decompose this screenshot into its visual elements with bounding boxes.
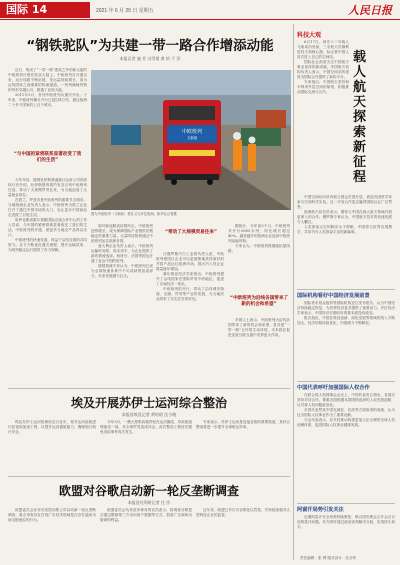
main-headline: “钢铁驼队”为共建一带一路合作增添动能 — [26, 38, 274, 54]
sidebar-headline: 载人航天探索新征程 — [353, 50, 367, 185]
article-2-byline: 本报驻埃及记者 黄培昭 沈小晓 — [121, 412, 177, 417]
article-3-headline: 欧盟对谷歌启动新一轮反垄断调查 — [58, 484, 239, 498]
box-1-headline: 国际机构看好中国经济发展前景 — [297, 293, 370, 299]
sidebar-tag: 科技大观 — [297, 32, 322, 39]
photo-caption: 图为中欧班列（义新欧）将在义乌开往欧洲。新华社记者摄 — [91, 212, 177, 216]
article-2-col-2: 今年3月，一艘大型集装箱货轮在运河搁浅，导致航道堵塞近一周，对全球贸易造成冲击。此次整治工程旨在避免类似事件再次发生。 — [100, 420, 192, 434]
main-text-col-2: 面对新冠肺炎疫情冲击，中欧班列逆势增长，成为保障国际产业链供应链稳定的重要力量。大量防疫物资通过中欧班列运往欧洲各国。 意大利企业负责人表示，中欧班列运输时间短、成本适中，为企业提供了新的物流选择。西班牙、法国等国也开通了直达中国的班列。 德国物流专家认为，中欧班列已成为全球物流体系中不可或缺的组成部分，未来发展潜力巨大。 — [91, 224, 153, 278]
article-2-headline: 埃及开展苏伊士运河综合整治 — [70, 396, 227, 410]
article-3-col-3: 近年来，欧盟已多次对谷歌处以罚款，并持续加强对大型科技企业的监管。 — [196, 508, 290, 517]
pullquote-3: “中欧班列为沿线各国带来了新的机会和希望” — [229, 296, 289, 307]
article-3-byline: 本报驻比利时记者 任 彦 — [127, 500, 171, 505]
sidebar-text-a: 6月17日，神舟十二号载人飞船成功发射，三名航天员顺利进驻天和核心舱，标志着中国人首次进入自己的空间站。 国际社会高度关注中国航天事业取得的新成就。多国航天机构负责人表示，中国空间站的建设为国际合作提供了新的平台。 专家指出，中国航天坚持和平利用外层空间的原则，积极推动国际交流与合作。 — [297, 40, 349, 94]
section-label: 国际 14 — [0, 2, 90, 18]
sidebar-text-b: 中国空间站向所有联合国会员国开放，欢迎各国科学家参与空间科学实验。这一开放合作姿态赢得国际社会广泛赞誉。 欧洲航天局官员表示，期待与中国在载人航天领域开展更深入的合作。俄罗斯专家认为，中国航天技术的快速发展令人瞩目。 人类探索太空的脚步永不停歇，中国将与世界各国携手，共同书写人类探索宇宙的新篇章。 — [297, 195, 392, 234]
box-2-text: 在联合国人权理事会会议上，中国代表发言指出，各国应坚持对话合作，尊重各国根据本国国情选择的人权发展道路，反对将人权问题政治化。 多国代表赞赏中国在减贫、抗疫等方面取得的成就，认为这为国际人权事业作出了重要贡献。 与会代表表示，应共同推动构建更加公正合理的全球人权治理体系，促进国际人权事业健康发展。 — [297, 393, 395, 427]
box-divider-1 — [297, 289, 395, 290]
newspaper-logo: 人民日报 — [348, 4, 392, 17]
footer-editors: 责任编辑：张 博 版式设计：沈亦伶 — [300, 556, 357, 560]
main-text-col-4b: 多国人士表示，中欧班列为沿线各国带来了新的机会和希望，是共建“一带一路”合作的生动体现，未来将在促进亚欧互联互通中发挥更大作用。 — [228, 318, 290, 337]
main-text-col-4a: 据统计，今年前5个月，中欧班列共开行6000余列，同比增长超过40%。越来越多的欧洲企业选择中欧班列运输货物。 专家认为，中欧班列将继续拓展线路。 — [228, 224, 290, 253]
article-2-col-3: 专家表示，苏伊士运河是连接亚欧的重要航道，其综合整治将进一步提升全球航运效率。 — [196, 420, 290, 429]
article-3-col-1: 欧盟委员会宣布对美国谷歌公司启动新一轮反垄断调查，重点审查其在在线广告技术领域是否存在滥用市场支配地位的行为。 — [8, 508, 96, 522]
box-divider-2 — [297, 381, 395, 382]
article-3-col-2: 欧盟委员会负责竞争事务的官员表示，将调查谷歌是否通过限制第三方访问用户数据等方式，损害广告商和出版商的利益。 — [100, 508, 192, 522]
main-text-col-3: 白俄罗斯中白工业园负责人说，中欧班列使园区企业可以更便捷地获得原材料并将产品运往欧洲市场。园区内入驻企业数量逐年增加。 塞尔维亚经济学家指出，中欧班列提升了沿线国家在国际贸易中的地位，促进了区域经济一体化。 中欧班列的开行，带动了沿线城市物流、仓储、贸易等产业的发展，为当地民众带来了实实在在的好处。 — [156, 252, 224, 301]
box-1-text: 国际货币基金组织等国际机构近日发布报告，认为中国经济持续稳定恢复，为世界经济复苏提供了重要动力。多位经济学家表示，中国经济长期向好的基本面没有改变。 报告指出，中国在科技创新、绿色发展等领域的投入不断加大，经济结构持续优化，内需潜力不断释放。 — [297, 301, 395, 325]
box-3-text: 近期阿富汗安全形势持续紧张，联合国安理会召开会议讨论阿富汗问题。各方呼吁通过政治谈判解决分歧，实现持久和平。 — [297, 515, 395, 529]
pullquote-1: “与中国的紧密联系显著改变了我们的生活” — [13, 152, 82, 163]
article-2-col-1: 埃及苏伊士运河管理局近日宣布，将对运河南段进行拓宽和加深工程，以提升运河通航能力，确保船只航行安全。 — [8, 420, 96, 434]
column-divider — [293, 24, 294, 560]
main-byline: 本报记者 施 芳 冯雪珺 黄 培 于 洋 — [119, 56, 181, 61]
main-text-col-1a: 近日，集成了“一带一路”建设之外的新元素的中欧班列行驶在欧亚大陆上。中欧班列自开通以来，运行线路不断拓展，发运量持续增长，成为沿线国家之间重要的物流通道。一列列满载货物的列车穿越山川，联通了亚欧大陆。 2011年3月，首列中欧班列从重庆开出。十年来，中欧班列累计开行已超过4万列，通达欧洲二十多个国家的上百个城市。 — [8, 68, 87, 107]
section-divider-1 — [8, 388, 290, 389]
section-divider-2 — [8, 476, 290, 477]
main-text-col-1b: 今年年初，德国杜伊斯堡港港口运营公司首席执行官介绍，杜伊斯堡每周约有近百列中欧班列往返，带动了大规模贸易往来，为当地创造了大量就业岗位。 在波兰，罗兹市是中欧班列的重要节点城市。当地物流企业负责人表示，中欧班列为波兰企业打开了通往中国市场的大门，也让更多中国商品走进波兰百姓生活。 哈萨克斯坦霍尔果斯国际边境合作中心的工作人员说，与中国的紧密联系显著改变了我们的生活。中欧班列的开通，使更多当地农产品得以出口。 中欧班列的快速发展，得益于沿线各国的共同努力。各方不断优化通关流程，提升运输效率，为班列稳定运行提供了有力保障。 — [8, 178, 87, 252]
box-3-headline: 阿富汗局势引发关注 — [297, 507, 344, 513]
box-2-headline: 中国代表呼吁加强国际人权合作 — [297, 385, 370, 391]
box-divider-3 — [297, 503, 395, 504]
svg-text:中欧班列: 中欧班列 — [181, 129, 203, 135]
header-divider — [0, 19, 400, 20]
date-line: 2021 年 6 月 25 日 星期五 — [96, 8, 154, 14]
train-photo — [91, 70, 291, 210]
pullquote-2: “带动了大规模贸易往来” — [165, 230, 217, 235]
svg-text:义新欧: 义新欧 — [186, 136, 198, 140]
